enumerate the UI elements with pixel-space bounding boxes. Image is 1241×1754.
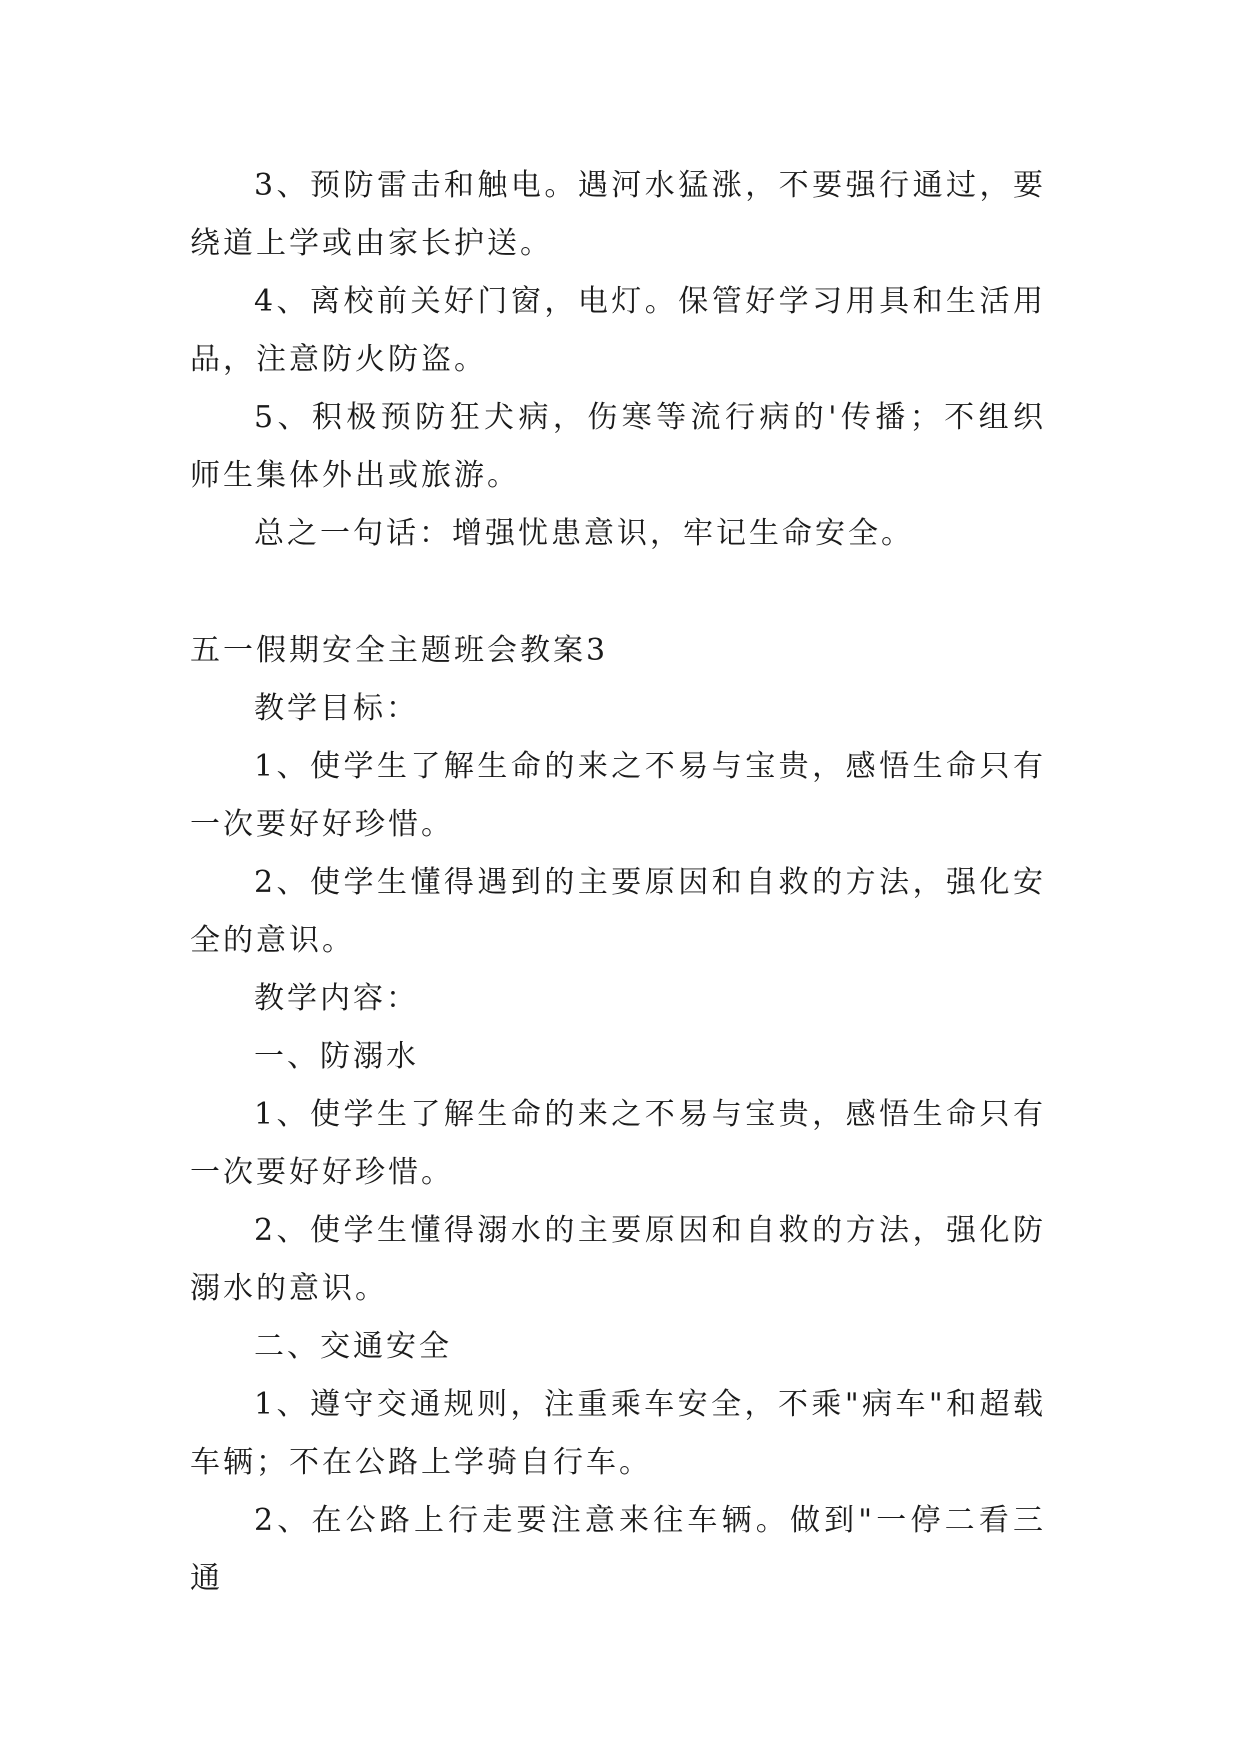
paragraph-summary: 总之一句话：增强忧患意识，牢记生命安全。 — [254, 516, 914, 551]
paragraph-traffic-1: 1、遵守交通规则，注重乘车安全，不乘"病车"和超载车辆；不在公路上学骑自行车。 — [190, 1387, 1046, 1480]
paragraph-drowning-1: 1、使学生了解生命的来之不易与宝贵，感悟生命只有一次要好好珍惜。 — [190, 1097, 1046, 1190]
paragraph-teaching-content-label: 教学内容： — [254, 981, 419, 1016]
paragraph-drowning-2: 2、使学生懂得溺水的主要原因和自救的方法，强化防溺水的意识。 — [190, 1213, 1046, 1306]
paragraph-goal-2: 2、使学生懂得遇到的主要原因和自救的方法，强化安全的意识。 — [190, 865, 1046, 958]
paragraph-section-drowning: 一、防溺水 — [254, 1039, 419, 1074]
paragraph-item-4: 4、离校前关好门窗，电灯。保管好学习用具和生活用品，注意防火防盗。 — [190, 284, 1046, 377]
paragraph-traffic-2: 2、在公路上行走要注意来往车辆。做到"一停二看三通 — [190, 1503, 1046, 1596]
paragraph-section-traffic: 二、交通安全 — [254, 1329, 452, 1364]
section-title: 五一假期安全主题班会教案3 — [190, 633, 609, 668]
paragraph-goal-1: 1、使学生了解生命的来之不易与宝贵，感悟生命只有一次要好好珍惜。 — [190, 749, 1046, 842]
paragraph-teaching-goals-label: 教学目标： — [254, 691, 419, 726]
paragraph-item-5: 5、积极预防狂犬病，伤寒等流行病的'传播；不组织师生集体外出或旅游。 — [190, 400, 1046, 493]
paragraph-item-3: 3、预防雷击和触电。遇河水猛涨，不要强行通过，要绕道上学或由家长护送。 — [190, 168, 1046, 261]
